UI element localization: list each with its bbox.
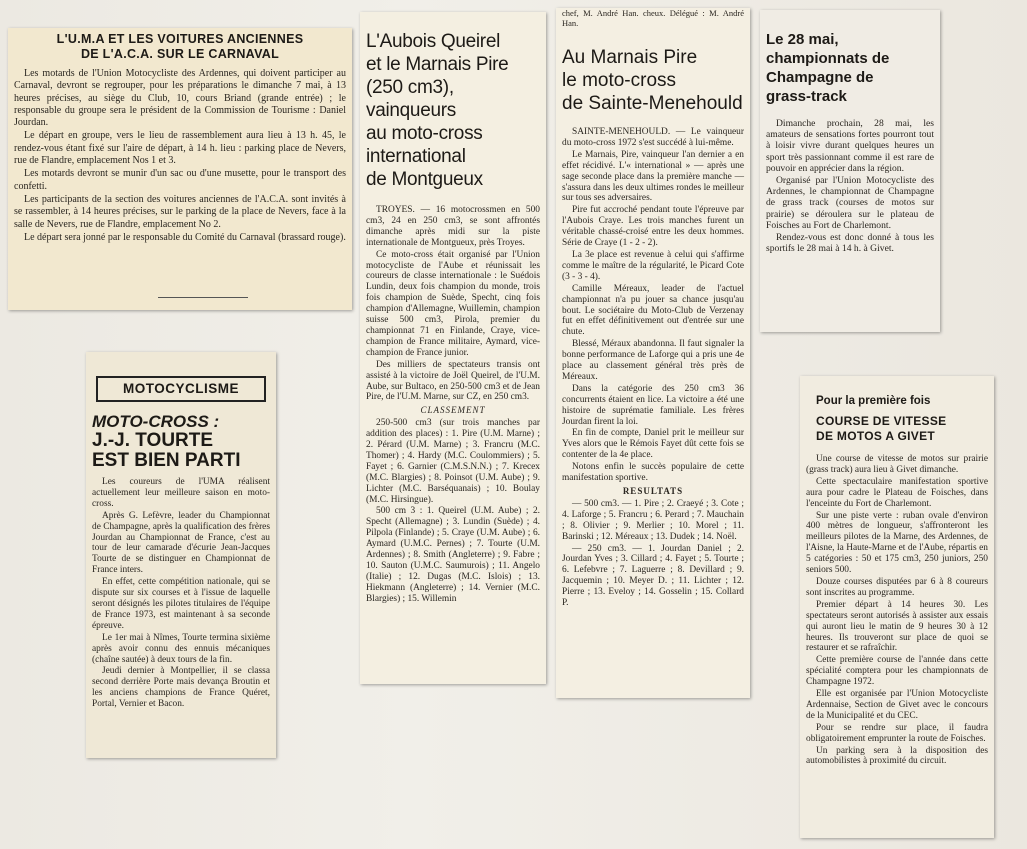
clipping-headline-main: J.-J. TOURTE EST BIEN PARTI (92, 430, 241, 471)
clipping-body: TROYES. — 16 motocrossmen en 500 cm3, 24 en 250 cm3, se sont affrontés dimanche après midi sur la piste internationale de Montgueux, près Troyes. Ce moto-cross était organisé par l'Union motocycliste de l'Aube et réunissait les coureurs de classe internationale : le Suédois Lundin, deux fois champion du monde, trois fois champion de Suède, Specht, cinq fois champion d'Allemagne, Wuillemin, champion suisse 500 cm3, Pirola, premier du championnat 71 en Finlande, Craye, vice-champion de France militaire, Aymard, vice-champion de France junior. Des milliers de spectateurs transis ont assisté à la victoire de Joël Queirel, de l'U.M. Aube, sur Bultaco, en 250-500 cm3 et de Jean Pire, de l'U.M. Marne, sur CZ, en 250 cm3. CLASSEMENT 250-500 cm3 (sur trois manches par addition des places) : 1. Pire (U.M. Marne) ; 2. Pérard (U.M. Marne) ; 3. Francru (M.C. Thomer) ; 4. Hardy (M.C. Coulommiers) ; 5. Fayet ; 6. Garnier (C.M.S.N.N.) ; 7. Krecex (M.C. Blargies) ; 8. Poinsot (U.M. Aube) ; 9. Lichter (M.C. Barséquanais) ; 10. Boulay (M.C. Hirsingue). 500 cm 3 : 1. Queirel (U.M. Aube) ; 2. Specht (Allemagne) ; 3. Lundin (Suède) ; 4. Pilpola (Finlande) ; 5. Craye (U.M. Aube) ; 6. Aymard (U.M.C. Pernes) ; 7. Tourte (U.M. Ardennes) ; 8. Smith (Angleterre) ; 9. Fabre ; 10. Sauton (U.M.C. Saumurois) ; 11. Angelo (Italie) ; 12. Dugas (M.C. Islois) ; 13. Hiekmann (Angleterre) ; 14. Vernier (M.C. Blargies) ; 15. Willemin (366, 205, 540, 604)
clipping-body: Les motards de l'Union Motocycliste des Ardennes, qui doivent participer au Carnaval, devront se regrouper, pour les préparations le dimanche 7 mai, à 13 heures précises, au siège du Club, 10, cours Briand (grande entrée) ; le responsable du groupe sera le président de la Commission de Tourisme : Daniel Jourdan. Le départ en groupe, vers le lieu de rassemblement aura lieu à 13 h. 45, le rendez-vous étant fixé sur l'aire de départ, à 14 h. lieu : parking place de Nevers, rue de Flandre, emplacement Nos 1 et 3. Les motards devront se munir d'un sac ou d'une musette, pour le transport des confetti. Les participants de la section des voitures anciennes de l'A.C.A. sont invités à se rassembler, à 14 heures précises, sur le parking de la place de Nevers, face à la salle de Nevers, rue de Flandre, emplacement No 2. Le départ sera jonné par le responsable du Comité du Carnaval (brassard rouge). (14, 68, 346, 243)
section-title: CLASSEMENT (420, 405, 486, 416)
clipping-uma-carnaval (8, 28, 352, 310)
clipping-headline: Au Marnais Pire le moto-cross de Sainte-Menehould (562, 47, 743, 114)
clipping-body: Une course de vitesse de motos sur prairie (grass track) aura lieu à Givet dimanche. Cette spectaculaire manifestation sportive aura pour cadre le Plateau de Foisches, dans l'enceinte du Fort de Charlemont. Sur une piste verte : ruban ovale d'environ 400 mètres de longueur, s'affronteront les meilleurs pilotes de la Marne, des Ardennes, de l'Aisne, la Haute-Marne et de l'Aube, répartis en 5 catégories : 50 et 175 cm3, 250 juniors, 250 seniors 500. Douze courses disputées par 6 à 8 coureurs sont inscrites au programme. Premier départ à 14 heures 30. Les spectateurs seront autorisés à assister aux essais qui auront lieu le matin de 9 heures 30 à 12 heures. Ils trouveront sur place de quoi se restaurer et se rafraîchir. Cette première course de l'année dans cette spécialité comptera pour les championnats de Champagne 1972. Elle est organisée par l'Union Motocycliste Ardennaise, Section de Givet avec le concours de la Municipalité et du CEC. Pour se rendre sur place, il faudra obligatoirement emprunter la route de Foisches. Un parking sera à la disposition des automobilistes à proximité du circuit. (806, 454, 988, 767)
clipping-headline: MOTO-CROSS : (92, 412, 220, 431)
clipping-marnais-pire (556, 8, 750, 698)
clipping-body: Les coureurs de l'UMA réalisent actuellement leur meilleure saison en moto-cross. Après G. Lefèvre, leader du Championnat de Champagne, après la qualification des frères Jourdan au Championnat de France, c'est au tour de leur camarade d'écurie Jean-Jacques Tourte de se distinguer en Championnat de France inters. En effet, cette compétition nationale, qui se dispute sur six courses et à l'issue de laquelle seront désignés les pilotes titulaires de l'équipe de France 1973, est maintenant à sa seconde épreuve. Le 1er mai à Nîmes, Tourte termina sixième après avoir connu des ennuis mécaniques (chaîne sautée) à deux tours de la fin. Jeudi dernier à Montpellier, il se classa second derrière Porte mais devança Broutin et les anciens champions de France Quéret, Portal, Vernier et Bacon. (92, 477, 270, 710)
clipping-vitesse-givet (800, 376, 994, 838)
section-banner: MOTOCYCLISME (96, 376, 266, 402)
clipping-headline: L'U.M.A ET LES VOITURES ANCIENNES DE L'A.C.A. SUR LE CARNAVAL (56, 32, 304, 61)
clipping-headline: COURSE DE VITESSE DE MOTOS A GIVET (816, 414, 947, 443)
section-title: RESULTATS (622, 486, 684, 496)
clipping-kicker: Pour la première fois (816, 395, 931, 407)
clipping-top-fragment: chef, M. André Han. cheux. Délégué : M. André Han. (562, 8, 744, 28)
clipping-aubois-queirel (360, 12, 546, 684)
clipping-headline: L'Aubois Queirel et le Marnais Pire (250 cm3), vainqueurs au moto-cross international de Montgueux (366, 31, 509, 190)
clipping-grass-track-28-mai (760, 10, 940, 332)
divider (158, 297, 248, 298)
clipping-body: Dimanche prochain, 28 mai, les amateurs de sensations fortes pourront tout à loisir vivre durant quelques heures un sport très passionnant comme il est rare de pouvoir en apprécier dans la région. Organisé par l'Union Motocycliste des Ardennes, le championnat de Champagne de grass track (courses de motos sur prairie) se déroulera sur le plateau de Foisches au Fort de Charlemont. Rendez-vous est donc donné à tous les sportifs le 28 mai à 14 h. à Givet. (766, 118, 934, 255)
clipping-body: SAINTE-MENEHOULD. — Le vainqueur du moto-cross 1972 s'est succédé à lui-même. Le Marnais, Pire, vainqueur l'an dernier a en effet récidivé. L'« international » — après une sage seconde place dans la première manche — s'assura dans les deux ultimes rondes le meilleur sur tous ses adversaires. Pire fut accroché pendant toute l'épreuve par l'Aubois Craye. Les trois manches furent un véritable chassé-croisé entre les deux hommes. Série de Craye (1 - 2 - 2). La 3e place est revenue à celui qui s'affirme comme le maître de la régularité, le Picard Cote (3 - 3 - 4). Camille Méreaux, leader de l'actuel championnat n'a pu jouer sa chance jusqu'au bout. Le sociétaire du Moto-Club de Verzenay fut en effet définitivement out d'entrée sur une chute. Blessé, Méraux abandonna. Il faut signaler la bonne performance de Laforge qui a pris une 4e place au classement général très près de Méreaux. Dans la catégorie des 250 cm3 36 concurrents étaient en lice. La victoire a été une histoire de suprématie familiale. Les frères Jourdan firent la loi. En fin de compte, Daniel prit le meilleur sur Yves alors que le Rémois Fayet dût cette fois se contenter de la 4e place. Notons enfin le succès populaire de cette manifestation sportive. RESULTATS — 500 cm3. — 1. Pire ; 2. Craeyé ; 3. Cote ; 4. Laforge ; 5. Francru ; 6. Perard ; 7. Mauchain ; 8. Olivier ; 9. Merlier ; 10. Morel ; 11. Barinski ; 12. Méreaux ; 13. Dudek ; 14. Noël. — 250 cm3. — 1. Jourdan Daniel ; 2. Jourdan Yves ; 3. Cillard ; 4. Fayet ; 5. Tourte ; 6. Lefebvre ; 7. Laguerre ; 8. Devillard ; 9. Jacquemin ; 10. Meyer D. ; 11. Lichter ; 12. Pierre ; 13. Eveloy ; 14. Gosselin ; 15. Collard P. (562, 127, 744, 609)
clipping-motocyclisme-tourte (86, 352, 276, 758)
clipping-headline: Le 28 mai, championnats de Champagne de grass-track (766, 31, 890, 105)
